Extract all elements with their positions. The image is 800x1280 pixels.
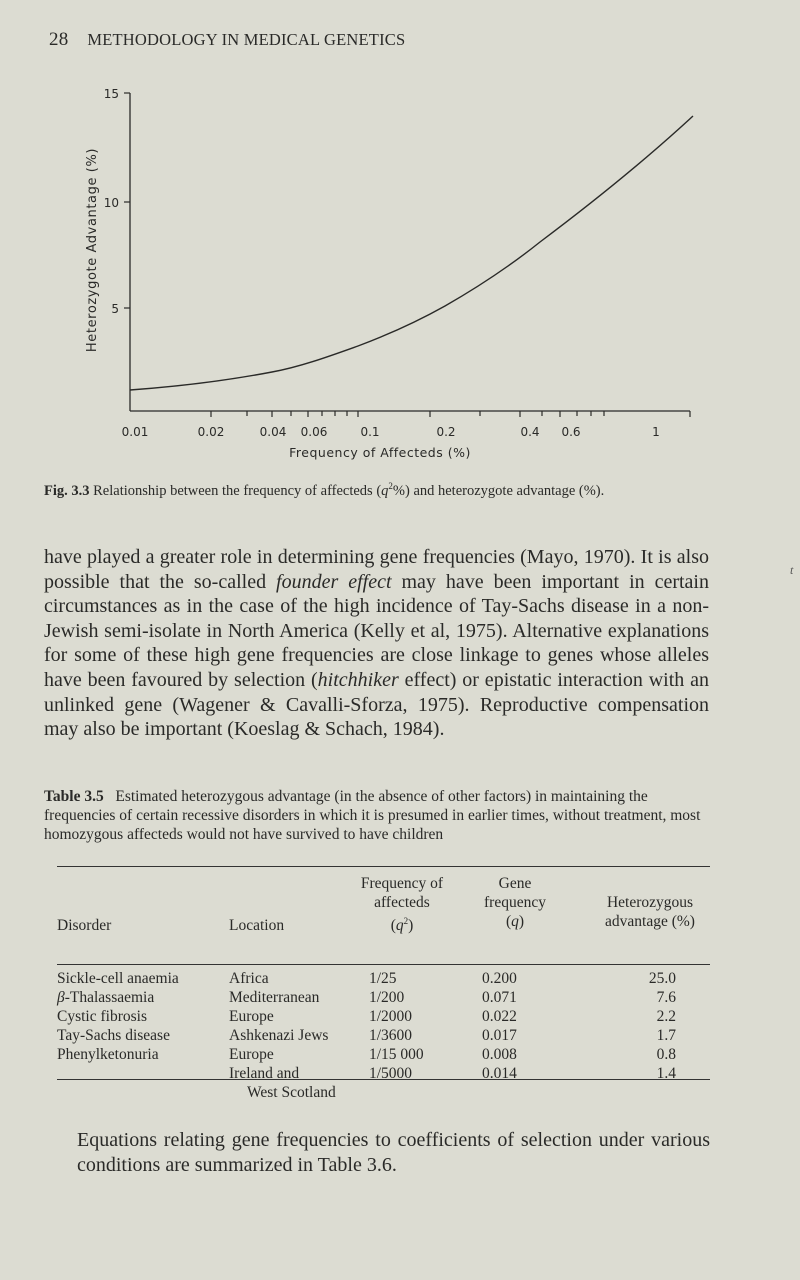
figure-chart (0, 0, 800, 470)
col-header-gene-frequency: Gene frequency (q) (484, 875, 546, 930)
figure-label: Fig. 3.3 (44, 482, 90, 499)
running-title: METHODOLOGY IN MEDICAL GENETICS (87, 30, 406, 49)
table-row: Ireland and West Scotland 1/5000 0.014 1.4 (229, 1065, 676, 1101)
x-tick-0.02: 0.02 (197, 425, 225, 439)
col-header-location: Location (229, 917, 285, 934)
page-number: 28 (49, 29, 69, 50)
table-row: Tay-Sachs disease Ashkenazi Jews 1/3600 0.017 1.7 (57, 1027, 676, 1044)
body-paragraph: have played a greater role in determining gene frequencies (Mayo, 1970). It is also possible that the so-called founder effect may have been important in certain circumstances as in the case of the high incidence of Tay-Sachs disease in a non-Jewish semi-isolate in North America (Kelly et al, 1975). Alternative explanations for some of these high gene frequencies are close linkage to genes whose alleles have been favoured by selection (hitchhiker effect) or epistatic interaction with an unlinked gene (Wagener & Cavalli-Sforza, 1975). Reproductive compensation may also be important (Koeslag & Schach, 1984). (44, 546, 709, 741)
table-bottom-rule (57, 1079, 710, 1080)
margin-mark: t (790, 563, 794, 577)
col-header-advantage: Heterozygous advantage (%) (605, 894, 695, 930)
closing-paragraph: Equations relating gene frequencies to coefficients of selection under various conditions are summarized in Table 3.6. (77, 1129, 710, 1176)
x-tick-0.2: 0.2 (436, 425, 456, 439)
term-hitchhiker: hitchhiker (317, 668, 399, 691)
y-tick-15: 15 (103, 87, 119, 101)
table-row: Cystic fibrosis Europe 1/2000 0.022 2.2 (57, 1008, 676, 1025)
col-header-frequency: Frequency of affecteds $(q^2)$ (360, 875, 444, 935)
x-tick-0.01: 0.01 (121, 425, 149, 439)
table-row: Sickle-cell anaemia Africa 1/25 0.200 25.0 (57, 970, 676, 987)
x-tick-0.6: 0.6 (561, 425, 581, 439)
figure-caption: Fig. 3.3 Relationship between the frequency of affecteds $(q^2\%)$ and heterozygote advantage (%). (44, 481, 605, 499)
table-header-rule (57, 964, 710, 965)
col-header-disorder: Disorder (57, 917, 112, 934)
x-tick-0.06: 0.06 (300, 425, 328, 439)
table-caption: Table 3.5 Estimated heterozygous advantage (in the absence of other factors) in maintaining the frequencies of certain recessive disorders in which it is presumed in earlier times, without treatment, most homozygous affecteds would not have survived to have children (44, 788, 701, 843)
x-tick-labels (122, 425, 660, 439)
x-tick-0.1: 0.1 (360, 425, 380, 439)
y-tick-10: 10 (103, 196, 119, 210)
table-row: β-Thalassaemia Mediterranean 1/200 0.071 7.6 (57, 989, 676, 1006)
table-top-rule (57, 866, 710, 867)
table-row: Phenylketonuria Europe 1/15 000 0.008 0.8 (57, 1046, 676, 1063)
y-tick-5: 5 (111, 302, 119, 316)
x-tick-0.4: 0.4 (520, 425, 540, 439)
table-label: Table 3.5 (44, 788, 104, 805)
x-axis-label: Frequency of Affecteds (%) (289, 445, 471, 460)
term-founder-effect: founder effect (276, 570, 392, 593)
data-line (130, 116, 693, 390)
x-axis-ticks (211, 411, 690, 417)
x-tick-1: 1 (652, 425, 660, 439)
x-tick-0.04: 0.04 (259, 425, 287, 439)
y-axis-label: Heterozygote Advantage (%) (85, 147, 100, 353)
line-chart (0, 0, 800, 470)
